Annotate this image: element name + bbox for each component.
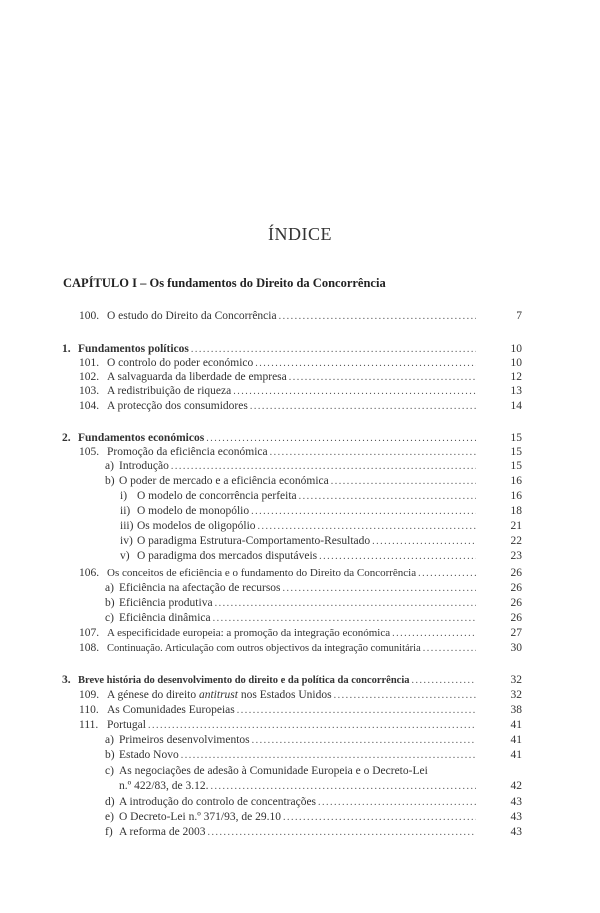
toc-subentry[interactable]	[120, 489, 522, 503]
toc-entry-page: 15	[510, 446, 522, 458]
toc-entry-page: 26	[510, 582, 522, 594]
toc-subentry[interactable]	[105, 795, 522, 809]
leader-dots	[206, 432, 476, 446]
leader-dots	[237, 704, 476, 718]
toc-entry-title: Fundamentos económicos	[78, 432, 205, 444]
toc-entry-title: As Comunidades Europeias	[107, 704, 235, 716]
toc-entry-page: 32	[510, 674, 522, 686]
toc-entry-title: n.º 422/83, de 3.12.	[119, 780, 209, 792]
toc-entry-page: 15	[510, 432, 522, 444]
toc-entry-title: A reforma de 2003	[119, 826, 206, 838]
toc-entry-number: 102.	[79, 371, 100, 383]
toc-entry-title: Eficiência dinâmica	[119, 612, 211, 624]
toc-entry[interactable]	[79, 566, 522, 580]
toc-entry-title: Fundamentos políticos	[78, 343, 189, 355]
toc-subentry[interactable]	[105, 825, 522, 839]
toc-entry-page: 32	[510, 689, 522, 701]
toc-section[interactable]	[62, 673, 522, 687]
toc-entry-page: 7	[516, 310, 522, 322]
toc-subentry-wrapped[interactable]	[105, 764, 428, 778]
leader-dots	[255, 357, 476, 371]
toc-entry-number: a)	[105, 460, 114, 472]
toc-entry-page: 18	[510, 505, 522, 517]
toc-section[interactable]	[62, 431, 522, 445]
toc-entry-page: 10	[510, 357, 522, 369]
leader-dots	[250, 400, 476, 414]
toc-entry[interactable]	[79, 445, 522, 459]
toc-entry[interactable]	[79, 703, 522, 717]
toc-entry-page: 10	[510, 343, 522, 355]
toc-entry-number: 104.	[79, 400, 100, 412]
toc-entry-page: 12	[510, 371, 522, 383]
toc-entry-title: Estado Novo	[119, 749, 179, 761]
toc-entry-number: 1.	[62, 343, 71, 355]
toc-entry-page: 43	[510, 796, 522, 808]
toc-subentry[interactable]	[105, 459, 522, 473]
leader-dots	[215, 597, 476, 611]
toc-subentry[interactable]	[105, 596, 522, 610]
toc-entry-page: 41	[510, 734, 522, 746]
toc-entry-number: e)	[105, 811, 114, 823]
toc-entry-title: A redistribuição de riqueza	[107, 385, 232, 397]
leader-dots	[318, 796, 476, 810]
toc-entry-number: 2.	[62, 432, 71, 444]
toc-entry-number: c)	[105, 612, 114, 624]
leader-dots	[372, 535, 476, 549]
toc-subentry[interactable]	[105, 748, 522, 762]
leader-dots	[279, 310, 476, 324]
toc-entry-page: 30	[510, 642, 522, 654]
toc-entry-number: d)	[105, 796, 115, 808]
toc-entry-title: O controlo do poder económico	[107, 357, 254, 369]
toc-entry-title: A introdução do controlo de concentrações	[119, 796, 317, 808]
toc-entry-number: 110.	[79, 704, 99, 716]
toc-entry-title: Breve história do desenvolvimento do direito e da política da concorrência	[78, 675, 410, 686]
toc-entry-title: O modelo de concorrência perfeita	[137, 490, 297, 502]
leader-dots	[283, 582, 476, 596]
leader-dots	[392, 627, 476, 641]
page-title: ÍNDICE	[268, 224, 332, 244]
toc-entry-number: 3.	[62, 674, 71, 686]
toc-entry-page: 21	[510, 520, 522, 532]
leader-dots	[418, 567, 476, 581]
toc-entry-number: a)	[105, 582, 114, 594]
toc-entry-page: 22	[510, 535, 522, 547]
toc-entry-page: 43	[510, 826, 522, 838]
toc-subentry[interactable]	[120, 534, 522, 548]
toc-subentry[interactable]	[120, 504, 522, 518]
toc-entry-number: 100.	[79, 310, 100, 322]
toc-subentry-continuation[interactable]	[119, 779, 522, 793]
leader-dots	[289, 371, 476, 385]
toc-entry-page: 38	[510, 704, 522, 716]
toc-entry-number: 107.	[79, 627, 100, 639]
toc-entry-title: A salvaguarda da liberdade de empresa	[107, 371, 287, 383]
toc-subentry[interactable]	[105, 733, 522, 747]
toc-entry-page: 13	[510, 385, 522, 397]
toc-subentry[interactable]	[120, 549, 522, 563]
toc-entry-number: iii)	[120, 520, 134, 532]
toc-subentry[interactable]	[105, 810, 522, 824]
toc-entry-title: Os conceitos de eficiência e o fundamento do Direito da Concorrência	[107, 567, 417, 579]
toc-entry-title: O paradigma Estrutura-Comportamento-Resultado	[137, 535, 371, 547]
toc-entry[interactable]	[79, 399, 522, 413]
leader-dots	[334, 689, 476, 703]
italic-term: antitrust	[198, 689, 238, 701]
toc-entry-number: 106.	[79, 567, 100, 579]
toc-entry-title: Primeiros desenvolvimentos	[119, 734, 250, 746]
toc-entry-title: Portugal	[107, 719, 146, 731]
toc-entry-title: As negociações de adesão à Comunidade Europeia e o Decreto-Lei	[119, 765, 428, 777]
leader-dots	[331, 475, 476, 489]
leader-dots	[171, 460, 476, 474]
leader-dots	[270, 446, 476, 460]
leader-dots	[412, 674, 476, 688]
toc-entry-page: 26	[510, 567, 522, 579]
toc-subentry[interactable]	[105, 474, 522, 488]
toc-entry-title: O poder de mercado e a eficiência económica	[119, 475, 329, 487]
toc-entry-page: 41	[510, 749, 522, 761]
leader-dots	[252, 734, 476, 748]
leader-dots	[191, 343, 476, 357]
chapter-heading: CAPÍTULO I – Os fundamentos do Direito da Concorrência	[63, 276, 386, 290]
toc-entry-page: 23	[510, 550, 522, 562]
toc-subentry[interactable]	[105, 581, 522, 595]
leader-dots	[283, 811, 476, 825]
toc-entry-number: 103.	[79, 385, 100, 397]
leader-dots	[148, 719, 476, 733]
toc-entry-number: c)	[105, 765, 114, 777]
leader-dots	[258, 520, 476, 534]
toc-entry-number: 111.	[79, 719, 99, 731]
toc-entry-page: 27	[510, 627, 522, 639]
toc-entry-title: Eficiência produtiva	[119, 597, 213, 609]
leader-dots	[319, 550, 476, 564]
toc-section[interactable]	[62, 342, 522, 356]
toc-entry-number: v)	[120, 550, 130, 562]
toc-subentry[interactable]	[105, 611, 522, 625]
toc-entry-number: 109.	[79, 689, 100, 701]
toc-entry-title: Introdução	[119, 460, 169, 472]
toc-entry[interactable]	[79, 718, 522, 732]
toc-entry[interactable]	[79, 384, 522, 398]
toc-entry-title: O estudo do Direito da Concorrência	[107, 310, 277, 322]
toc-entry-number: b)	[105, 749, 115, 761]
toc-entry-number: 108.	[79, 642, 100, 654]
toc-entry-title: O Decreto-Lei n.º 371/93, de 29.10	[119, 811, 281, 823]
toc-entry-number: 105.	[79, 446, 100, 458]
leader-dots	[181, 749, 476, 763]
toc-entry-number: 101.	[79, 357, 100, 369]
toc-entry-page: 43	[510, 811, 522, 823]
toc-entry-title: Continuação. Articulação com outros objectivos da integração comunitária	[107, 643, 421, 654]
toc-entry-number: b)	[105, 597, 115, 609]
leader-dots	[233, 385, 476, 399]
toc-entry[interactable]	[79, 688, 522, 702]
toc-entry[interactable]	[79, 626, 522, 640]
toc-entry-number: a)	[105, 734, 114, 746]
toc-entry-title: Eficiência na afectação de recursos	[119, 582, 281, 594]
leader-dots	[211, 780, 477, 794]
toc-entry-title: O paradigma dos mercados disputáveis	[137, 550, 318, 562]
toc-entry-title: A especificidade europeia: a promoção da integração económica	[107, 627, 391, 639]
toc-entry[interactable]	[79, 641, 522, 655]
toc-entry-number: ii)	[120, 505, 131, 517]
toc-entry[interactable]	[79, 370, 522, 384]
toc-entry-page: 15	[510, 460, 522, 472]
leader-dots	[213, 612, 476, 626]
toc-entry-number: iv)	[120, 535, 133, 547]
leader-dots	[251, 505, 476, 519]
leader-dots	[208, 826, 476, 840]
toc-entry-title: Os modelos de oligopólio	[137, 520, 256, 532]
toc-entry-number: b)	[105, 475, 115, 487]
toc-entry[interactable]	[79, 356, 522, 370]
toc-entry-page: 14	[510, 400, 522, 412]
toc-entry[interactable]	[79, 309, 522, 323]
toc-entry-page: 42	[510, 780, 522, 792]
toc-entry-page: 16	[510, 490, 522, 502]
toc-entry-number: f)	[105, 826, 113, 838]
toc-entry-page: 16	[510, 475, 522, 487]
toc-entry-title: O modelo de monopólio	[137, 505, 250, 517]
toc-entry-page: 26	[510, 612, 522, 624]
toc-entry-page: 26	[510, 597, 522, 609]
toc-subentry[interactable]	[120, 519, 522, 533]
toc-entry-title: A protecção dos consumidores	[107, 400, 248, 412]
toc-entry-title: Promoção da eficiência económica	[107, 446, 268, 458]
toc-entry-number: i)	[120, 490, 128, 502]
toc-entry-title: A génese do direito antitrust nos Estados Unidos	[107, 689, 332, 701]
toc-entry-page: 41	[510, 719, 522, 731]
leader-dots	[423, 642, 476, 656]
leader-dots	[299, 490, 476, 504]
